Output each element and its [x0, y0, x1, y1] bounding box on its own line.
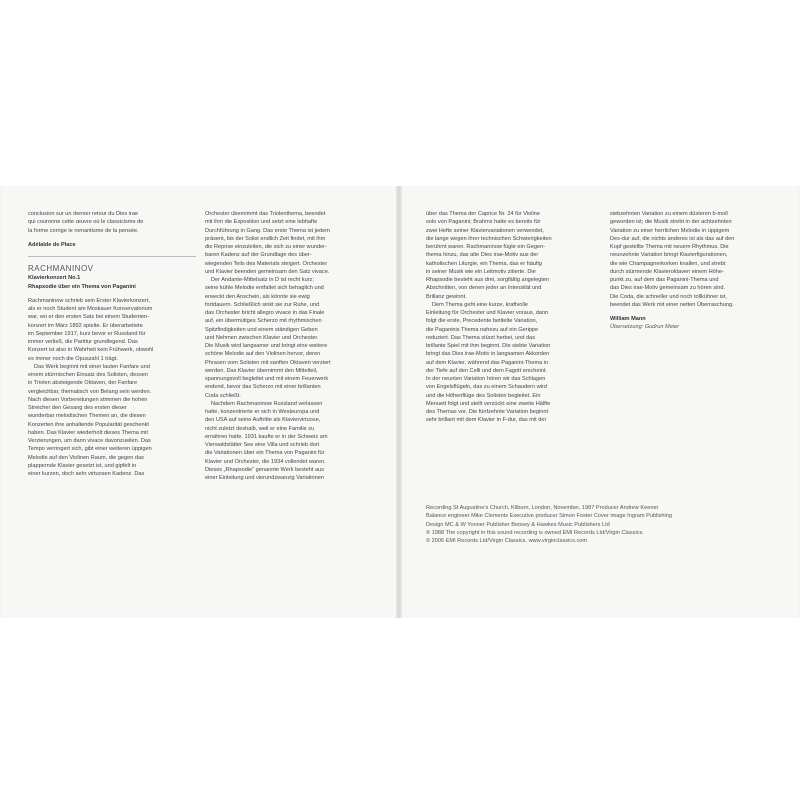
body-line: Die Coda, die schneller und noch tollkühner ist,: [610, 293, 727, 300]
body-line: Das Werk beginnt mit einer lauten Fanfare und: [34, 363, 150, 370]
body-line: das Orchester bricht allegro vivace in das Finale: [205, 310, 325, 316]
body-line: Menuett folgt und stellt verzückt eine zweite Hälfte: [426, 400, 551, 407]
body-line: Dieses „Rhapsodie“ genannte Werk besteht aus: [205, 466, 324, 473]
body-line: die wie Champagnerkorken knallen, und strebt: [610, 260, 726, 267]
body-line: Des-dur auf, die nichts anderes ist als das auf den: [610, 235, 735, 242]
body-line: von Engelsflügeln, das zu einem Schaudern wird: [426, 384, 547, 391]
body-line: Einleitung für Orchester und Klavier voraus, dann: [426, 310, 549, 316]
work-title-2: Rhapsodie über ein Thema von Paganini: [28, 283, 136, 290]
body-line: sehr brillant mit dem Klavier in F-dur, das mit der: [426, 417, 547, 424]
body-line: neunzehnte Variation bringt Klavierfigurationen,: [610, 252, 728, 259]
body-line: über das Thema der Caprice Nr. 24 für Violine: [426, 211, 540, 217]
body-line: im September 1917, kurz bevor er Russland für: [28, 330, 146, 337]
left-page: [2, 186, 396, 618]
body-line: Abschnitten, von denen jeder an Intensität und: [426, 285, 542, 292]
body-line: auf, ein übermütiges Scherzo mit rhythmischen: [205, 318, 322, 325]
body-line: haben. Das Klavier wiederholt dieses Thema mit: [28, 429, 148, 436]
body-line: berühmt waren. Rachmaninow fügte ein Gegen-: [426, 244, 546, 250]
body-line: war, wo er den ersten Satz bei einem Studenten-: [28, 314, 149, 321]
credit-line: Design MC & W Yonner Publisher Boosey & Hawkes Music Publishers Ltd: [426, 521, 610, 528]
body-line: thema hinzu, das alte Dies irae-Motiv aus der: [426, 252, 539, 259]
body-line: Konzerten ihre anhaltende Popularität geschenkt: [28, 421, 149, 428]
body-line: endend, bevor das Scherzo mit einer brillanten: [205, 384, 321, 391]
body-line: präsent, bis der Solist endlich Zeit findet, mit ihm: [205, 235, 326, 242]
body-line: Die Musik wird langsamer und bringt eine weitere: [205, 343, 328, 349]
body-line: geworden ist; die Musik strebt in der achtzehnten: [610, 219, 732, 226]
body-line: Kopf gestellte Thema mit neuem Rhythmus. Die: [610, 244, 729, 250]
body-line: In der neunten Variation hören wir das Schlagen: [426, 376, 546, 382]
translator-credit: Übersetzung: Gudrun Meier: [610, 324, 680, 331]
body-line: mit ihm die Exposition und setzt eine lebhafte: [205, 219, 318, 226]
body-line: konzert im März 1892 spielte. Er überarbeitete: [28, 322, 143, 329]
body-line: Tempo verringert sich, gibt einer weiteren üppigen: [28, 446, 152, 453]
body-line: die Variationen über ein Thema von Paganini für: [205, 450, 325, 457]
body-line: hatte, konzentrierte er sich in Westeuropa und: [205, 409, 320, 415]
section-divider: [28, 256, 196, 257]
credit-line: ℗ 1988 The copyright in this sound recording is owned EMI Records Ltd/Virgin Classics.: [426, 529, 644, 536]
right-column-1: [426, 210, 598, 425]
booklet-spread: [0, 186, 800, 618]
body-line: das Dies irae-Motiv gemeinsam zu hören sind.: [610, 285, 726, 292]
body-line: baren Kadenz auf der Grundlage des über-: [205, 252, 312, 259]
body-line: einer Einleitung und vierundzwanzig Variationen: [205, 475, 324, 481]
right-column-2: [610, 210, 780, 332]
body-line: Rhapsodie besteht aus drei, sorgfältig angelegten: [426, 277, 550, 283]
body-line: seine kühle Melodie entfaltet sich behaglich und: [205, 285, 324, 292]
body-line: ernähren hatte. 1931 kaufte er in der Schweiz am: [205, 433, 328, 440]
body-line: bringt das Dies irae-Motiv in langsamen Akkorden: [426, 351, 550, 358]
body-line: schöne Melodie auf den Violinen hervor, deren: [205, 351, 321, 358]
body-line: Streicher den Gesang des ersten dieser: [28, 405, 127, 411]
body-line: spannungsvoll begleitet und mit einem Feuerwerk: [205, 376, 329, 382]
left-column-2: [205, 210, 371, 482]
body-line: siebzehnten Variation zu einem düsteren b-moll: [610, 211, 728, 217]
body-line: wunderbar melodischen Themen an, die diesen: [28, 413, 146, 420]
french-text-line: qui couronne cette œuvre où le classicisme de: [28, 219, 144, 226]
body-line: fortdauern. Schließlich sinkt sie zur Ruhe, und: [205, 301, 320, 308]
body-line: Der Andante-Mittelsatz in D ist recht kurz;: [211, 277, 314, 283]
body-line: den USA auf seine Auftritte als Klaviervirtuose,: [205, 417, 321, 424]
body-line: und Klavier beenden gemeinsam den Satz vivace.: [205, 268, 330, 275]
body-line: wiegenden Teils des Materials steigert. Orchester: [205, 260, 328, 267]
french-text-line: la forme corrige le romantisme de la pensée.: [28, 227, 139, 234]
body-line: Dem Thema geht eine kurze, kraftvolle: [432, 301, 528, 308]
recording-credits: [426, 504, 780, 545]
body-line: Vierwaldstätter See eine Villa und schrieb dort: [205, 442, 320, 448]
body-line: durch stürmende Klavieroktaven einem Höhe-: [610, 268, 724, 275]
body-line: in Triolen absteigende Oktaven, der Fanfare: [28, 380, 138, 387]
body-line: Klavier und Orchester, die 1934 vollendet waren.: [205, 458, 326, 465]
body-line: Spitzfindigkeiten und einem ständigen Geben: [205, 326, 318, 333]
work-title-1: Klavierkonzert No.1: [28, 275, 81, 282]
body-line: Nach diesen Vorbereitungen stimmen die hohen: [28, 396, 148, 403]
body-line: brillante Spiel mit ihm beginnt. Die siebte Variation: [426, 343, 551, 349]
body-line: folgt die erste, Precedente betitelte Variation,: [426, 318, 538, 325]
body-line: die lange wegen ihrer technischen Schwierigkeiten: [426, 235, 552, 242]
body-line: einem stürmischen Einsatz des Solisten, dessen: [28, 372, 149, 378]
body-line: und Nehmen zwischen Klavier und Orchester.: [205, 334, 319, 341]
credit-line: Balance engineer Mike Clements Executive producer Simon Foster Cover image Ingram Publishing: [426, 513, 672, 520]
french-text-line: conclusion sur un dernier retour du Dies irae: [28, 211, 139, 217]
body-line: punkt zu, auf dem das Paganini-Thema und: [610, 277, 719, 283]
left-column-1: [28, 210, 196, 478]
body-line: reduziert. Das Thema stürzt herbei, und das: [426, 334, 536, 341]
body-line: Nachdem Rachmaninow Russland verlassen: [211, 400, 323, 407]
body-line: auf dem Klavier, während das Paganini-Thema in: [426, 359, 549, 366]
body-line: der Tiefe auf den Celli und dem Fagott erscheint.: [426, 367, 547, 374]
body-line: Konzert ist also in Wahrheit kein Frühwerk, obwohl: [28, 347, 154, 354]
body-line: immer verließ, die Partitur grundlegend. Das: [28, 339, 138, 345]
author-name: Adélaïde de Place: [28, 241, 76, 248]
body-line: beendet das Werk mit einer netten Überraschung.: [610, 301, 734, 308]
body-line: Coda schließt.: [205, 392, 241, 399]
body-line: erweckt den Anschein, als könnte sie ewig: [205, 293, 310, 300]
body-line: Melodie auf den Violinen Raum, die gegen das: [28, 454, 144, 461]
body-line: solo von Paganini; Brahms hatte es bereits für: [426, 219, 541, 226]
body-line: Durchführung in Gang. Das erste Thema ist jedem: [205, 227, 330, 234]
body-line: werden. Das Klavier übernimmt den Mittelteil,: [205, 367, 318, 374]
body-line: des Themas vor. Die fünfzehnte Variation beginnt: [426, 409, 548, 415]
body-line: die Reprise einzuleiten, die sich zu einer wunder-: [205, 244, 327, 250]
body-line: zwei Hefte seiner Klaviervariationen verwendet,: [426, 227, 544, 234]
body-line: in seiner Musik wie ein Leitmotiv zitierte. Die: [426, 268, 536, 275]
body-line: es immer noch die Opuszahl 1 trägt.: [28, 355, 118, 362]
essay-author: William Mann: [610, 316, 646, 322]
body-line: nicht zuletzt deshalb, weil er eine Familie zu: [205, 425, 315, 432]
body-line: vergleichbar, thematisch von Belang sein werden.: [28, 388, 152, 395]
body-line: einer kurzen, doch sehr virtuosen Kadenz. Das: [28, 471, 145, 477]
body-line: katholischen Liturgie, ein Thema, das er häufig: [426, 260, 542, 267]
body-line: Variation zu einer herrlichen Melodie in üppigem: [610, 227, 730, 234]
credit-line: © 2006 EMI Records Ltd/Virgin Classics. www.virginclassics.com: [426, 538, 588, 544]
body-line: plappernde Klavier gesetzt ist, und gipfelt in: [28, 462, 137, 469]
section-title: RACHMANINOV: [28, 264, 94, 273]
body-line: die Paganinis Thema nahezu auf ein Gerippe: [426, 326, 539, 333]
body-line: Phrasen vom Solisten mit sanften Oktaven verziert: [205, 359, 331, 366]
body-line: Verzierungen, um dann vivace davonzueilen. Das: [28, 438, 151, 444]
body-line: als er noch Student am Moskauer Konservatorium: [28, 306, 153, 312]
body-line: Brillanz gewinnt.: [426, 293, 467, 300]
body-line: und die Höhenflüge des Solisten begleitet. Ein: [426, 392, 541, 399]
credit-line: Recording St Augustine's Church, Kilburn, London, November, 1987 Producer Andrew Keener: [426, 505, 659, 511]
body-line: Rachmaninow schrieb sein Erster Klavierkonzert,: [28, 297, 150, 304]
body-line: Orchester übernimmt das Triolenthema, beendet: [205, 211, 326, 217]
right-page: [402, 186, 798, 618]
